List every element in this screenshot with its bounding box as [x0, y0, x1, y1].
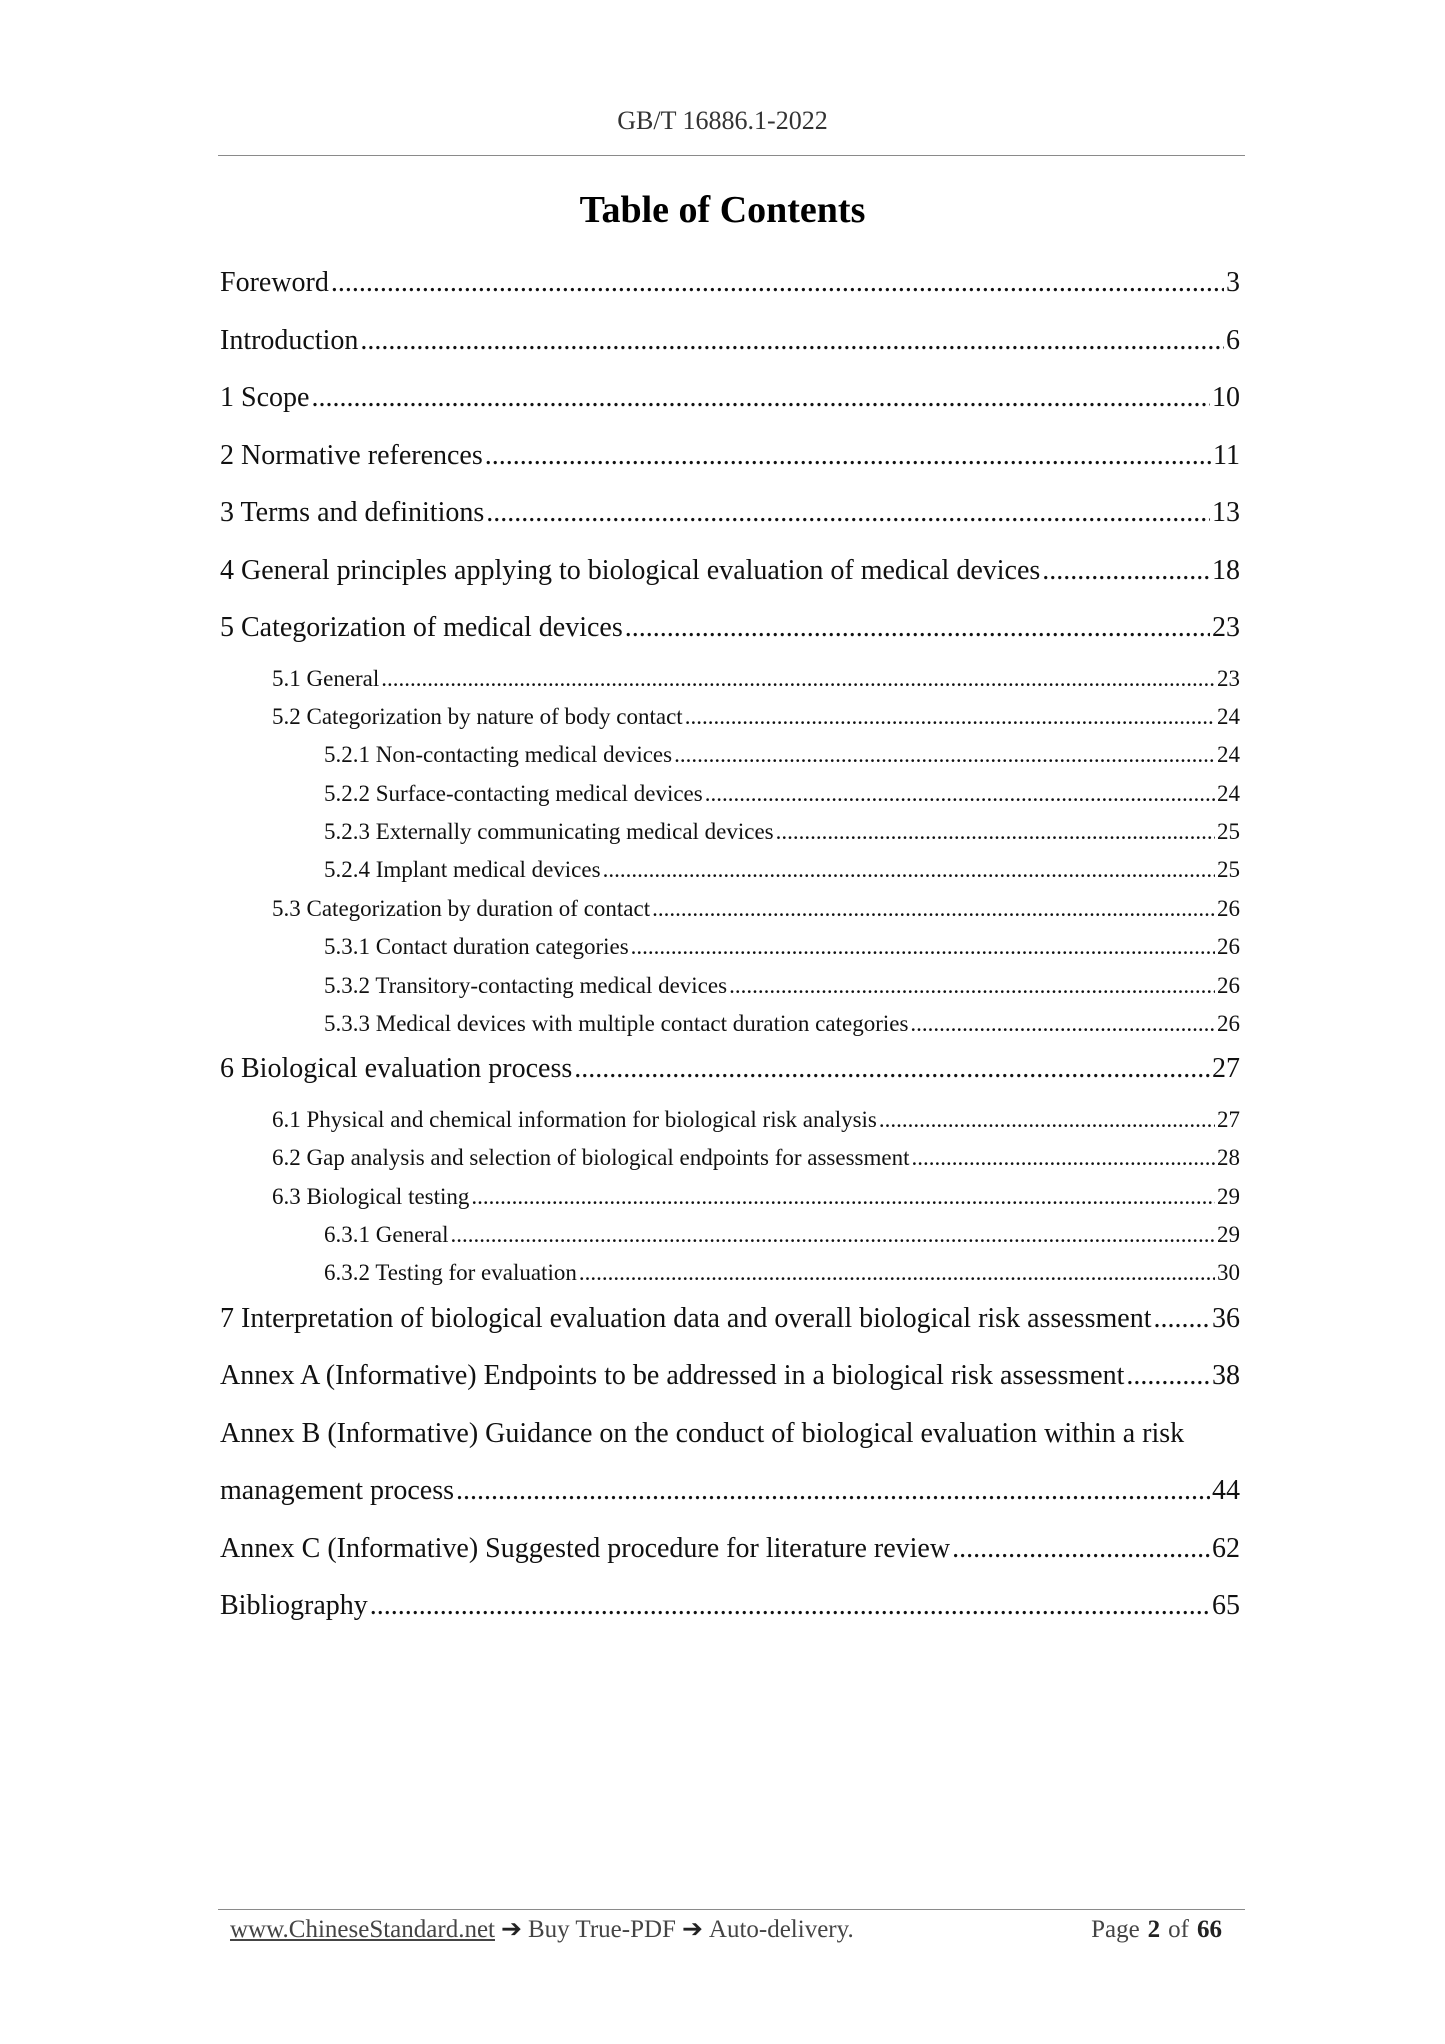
- dot-leader: [625, 603, 1210, 653]
- running-header: GB/T 16886.1-2022: [617, 106, 828, 135]
- toc-entry-page: 25: [1217, 857, 1240, 883]
- toc-entry-page: 10: [1212, 382, 1240, 413]
- toc-entry-label: management process: [220, 1475, 455, 1507]
- toc-entry[interactable]: [220, 1351, 1240, 1409]
- toc-entry[interactable]: [220, 431, 1240, 489]
- toc-entry-label: 6 Biological evaluation process: [220, 1053, 573, 1085]
- dot-leader: [485, 431, 1211, 481]
- page-title: Table of Contents: [579, 189, 866, 231]
- toc-entry[interactable]: [220, 737, 1240, 775]
- dot-leader: [579, 1255, 1215, 1291]
- toc-entry-label: 6.3.2 Testing for evaluation: [324, 1260, 577, 1286]
- dot-leader: [1042, 546, 1210, 596]
- dot-leader: [574, 1044, 1210, 1094]
- toc-entry[interactable]: [220, 1140, 1240, 1178]
- toc-entry-page: 28: [1217, 1145, 1240, 1171]
- total-pages: 66: [1197, 1916, 1222, 1943]
- toc-entry-label: 7 Interpretation of biological evaluation data and overall biological risk assessment: [220, 1302, 1152, 1334]
- toc-entry[interactable]: [220, 1179, 1240, 1217]
- dot-leader: [879, 1102, 1215, 1138]
- dot-leader: [631, 929, 1215, 965]
- page-number: [1091, 1916, 1230, 1944]
- toc-entry-page: 24: [1217, 780, 1240, 806]
- arrow-right-icon: ➔: [501, 1916, 522, 1943]
- toc-entry-label: Annex A (Informative) Endpoints to be addressed in a biological risk assessment: [220, 1360, 1125, 1392]
- toc-entry-page: 26: [1217, 1011, 1240, 1037]
- toc-entry[interactable]: [220, 373, 1240, 431]
- toc-entry-page: 24: [1217, 742, 1240, 768]
- toc-entry-label: Bibliography: [220, 1590, 368, 1622]
- toc-entry-label: 5.2.4 Implant medical devices: [324, 857, 601, 883]
- toc-entry-page: 24: [1217, 703, 1240, 729]
- toc-entry-page: 26: [1217, 895, 1240, 921]
- toc-entry-page: 13: [1212, 497, 1240, 528]
- toc-entry-label: 6.3.1 General: [324, 1222, 449, 1248]
- dot-leader: [952, 1524, 1210, 1574]
- dot-leader: [652, 891, 1215, 927]
- toc-entry[interactable]: [220, 1217, 1240, 1255]
- toc-entry-label: 5.2.3 Externally communicating medical devices: [324, 819, 774, 845]
- toc-entry-label: 2 Normative references: [220, 439, 483, 471]
- dot-leader: [705, 776, 1215, 812]
- toc-entry[interactable]: [220, 1044, 1240, 1102]
- dot-leader: [729, 968, 1215, 1004]
- toc-entry-page: 44: [1212, 1475, 1240, 1507]
- toc-entry-label: 5.2 Categorization by nature of body contact: [272, 703, 683, 729]
- toc-entry[interactable]: [220, 699, 1240, 737]
- toc-entry-label: 1 Scope: [220, 382, 310, 413]
- toc-entry-page: 18: [1212, 554, 1240, 586]
- dot-leader: [471, 1179, 1215, 1215]
- toc-entry-page: 27: [1217, 1106, 1240, 1132]
- toc-entry-label: 5 Categorization of medical devices: [220, 612, 623, 643]
- toc-entry-page: 36: [1212, 1302, 1240, 1334]
- toc-entry[interactable]: [220, 1255, 1240, 1293]
- footer-promo: [230, 1914, 854, 1944]
- toc-entry-annex-b-continued[interactable]: [220, 1466, 1240, 1524]
- toc-entry-label: 5.2.2 Surface-contacting medical devices: [324, 780, 703, 806]
- toc-entry[interactable]: [220, 1581, 1240, 1639]
- toc-entry-label: 4 General principles applying to biological evaluation of medical devices: [220, 554, 1041, 586]
- toc-entry-page: 65: [1212, 1590, 1240, 1622]
- toc-entry-page: 6: [1226, 324, 1240, 356]
- dot-leader: [1154, 1294, 1211, 1344]
- toc-entry[interactable]: [220, 1294, 1240, 1352]
- toc-entry-label: 5.3.1 Contact duration categories: [324, 934, 629, 960]
- toc-entry-page: 25: [1217, 819, 1240, 845]
- site-link[interactable]: www.ChineseStandard.net: [230, 1916, 495, 1943]
- toc-entry-label: 6.3 Biological testing: [272, 1183, 470, 1209]
- dot-leader: [910, 1006, 1215, 1042]
- toc-entry[interactable]: [220, 1006, 1240, 1044]
- dot-leader: [776, 814, 1215, 850]
- buy-text: Buy True-PDF: [527, 1916, 676, 1943]
- table-of-contents: [220, 258, 1240, 1639]
- dot-leader: [311, 373, 1210, 423]
- dot-leader: [486, 488, 1210, 538]
- toc-entry-page: 26: [1217, 972, 1240, 998]
- toc-entry-label: 5.1 General: [272, 665, 380, 691]
- dot-leader: [381, 661, 1215, 697]
- delivery-text: Auto-delivery.: [708, 1916, 854, 1943]
- toc-entry-page: 62: [1212, 1532, 1240, 1564]
- toc-entry[interactable]: [220, 929, 1240, 967]
- toc-entry-page: 29: [1217, 1183, 1240, 1209]
- toc-entry[interactable]: [220, 661, 1240, 699]
- toc-entry-page: 23: [1217, 665, 1240, 691]
- toc-entry[interactable]: [220, 814, 1240, 852]
- toc-entry-label: 5.3.3 Medical devices with multiple contact duration categories: [324, 1011, 909, 1037]
- toc-entry[interactable]: [220, 968, 1240, 1006]
- toc-entry-label: Foreword: [220, 267, 329, 298]
- footer-divider: [218, 1909, 1245, 1910]
- page-word: Page: [1091, 1916, 1140, 1943]
- dot-leader: [911, 1140, 1215, 1176]
- toc-entry-page: 3: [1226, 267, 1240, 298]
- dot-leader: [360, 316, 1224, 366]
- page-footer: [230, 1914, 1230, 1944]
- toc-entry[interactable]: [220, 546, 1240, 604]
- dot-leader: [674, 737, 1215, 773]
- arrow-right-icon: ➔: [681, 1916, 703, 1943]
- toc-entry-page: 29: [1217, 1222, 1240, 1248]
- toc-entry[interactable]: [220, 258, 1240, 316]
- toc-entry-label: 5.3.2 Transitory-contacting medical devices: [324, 972, 728, 998]
- toc-entry[interactable]: [220, 488, 1240, 546]
- toc-entry-page: 38: [1212, 1360, 1240, 1392]
- toc-entry[interactable]: [220, 603, 1240, 661]
- dot-leader: [456, 1466, 1210, 1516]
- toc-entry-label: 5.3 Categorization by duration of contact: [272, 895, 651, 921]
- toc-entry-label: 6.1 Physical and chemical information for biological risk analysis: [272, 1106, 877, 1132]
- toc-entry[interactable]: [220, 1102, 1240, 1140]
- of-word: of: [1168, 1916, 1189, 1943]
- toc-entry-label: 3 Terms and definitions: [220, 497, 485, 528]
- toc-entry-annex-b[interactable]: [220, 1409, 1240, 1467]
- dot-leader: [603, 852, 1215, 888]
- toc-entry-label: Annex B (Informative) Guidance on the conduct of biological evaluation within a risk: [220, 1417, 1185, 1449]
- toc-entry-page: 26: [1217, 934, 1240, 960]
- toc-entry[interactable]: [220, 1524, 1240, 1582]
- toc-entry[interactable]: [220, 891, 1240, 929]
- dot-leader: [370, 1581, 1210, 1631]
- toc-entry[interactable]: [220, 776, 1240, 814]
- toc-entry-page: 27: [1212, 1053, 1240, 1085]
- current-page: 2: [1147, 1916, 1161, 1943]
- toc-entry-page: 11: [1213, 439, 1240, 471]
- toc-entry-label: Annex C (Informative) Suggested procedure for literature review: [220, 1532, 951, 1564]
- toc-entry-label: 6.2 Gap analysis and selection of biological endpoints for assessment: [272, 1145, 910, 1171]
- toc-entry-page: 23: [1212, 612, 1240, 643]
- dot-leader: [331, 258, 1224, 308]
- dot-leader: [451, 1217, 1215, 1253]
- toc-entry-label: Introduction: [220, 324, 359, 356]
- header-divider: [218, 155, 1245, 156]
- toc-entry-label: 5.2.1 Non-contacting medical devices: [324, 742, 673, 768]
- dot-leader: [685, 699, 1215, 735]
- dot-leader: [1126, 1351, 1210, 1401]
- toc-entry-page: 30: [1217, 1260, 1240, 1286]
- toc-entry[interactable]: [220, 852, 1240, 890]
- toc-entry[interactable]: [220, 316, 1240, 374]
